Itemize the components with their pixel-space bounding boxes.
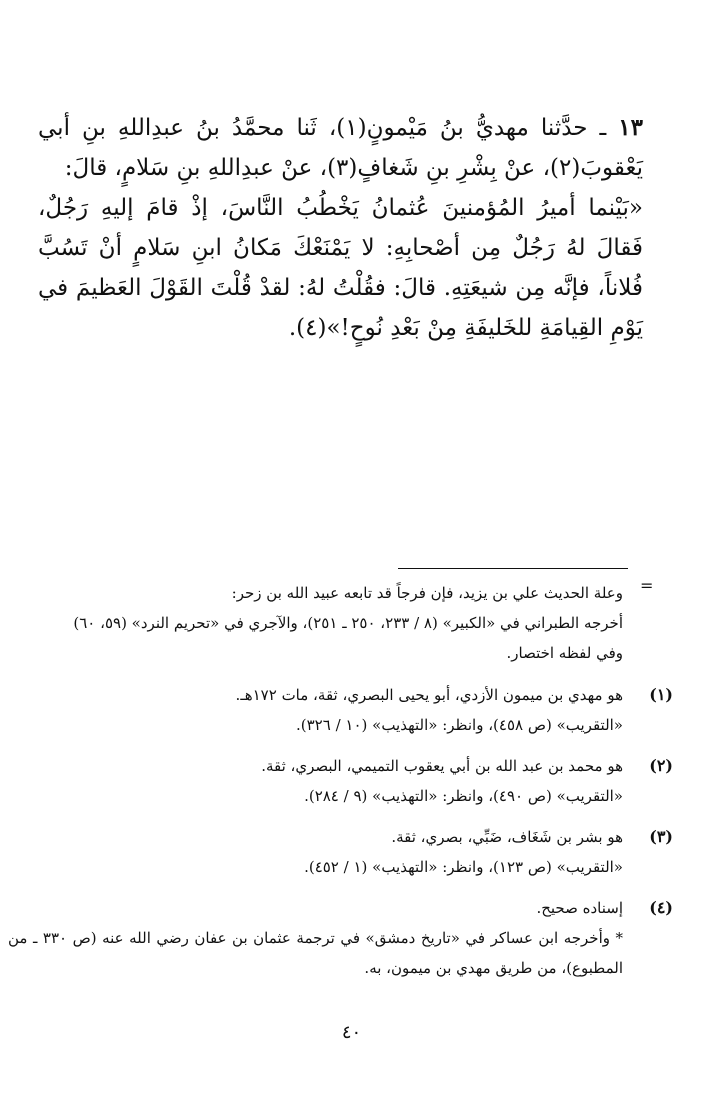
footnote-continuation-line: وعلة الحديث علي بن يزيد، فإن فرجاً قد تابعه عبيد الله بن زحر: xyxy=(231,584,623,602)
footnote-number: (٣) xyxy=(649,827,673,846)
footnote-line: هو مهدي بن ميمون الأزدي، أبو يحيى البصري، ثقة، مات ١٧٢هـ. xyxy=(235,686,623,704)
footnotes xyxy=(8,578,673,994)
hadith-number: ١٣ xyxy=(618,114,643,141)
footnote-continuation xyxy=(63,578,623,668)
page-number: ٤٠ xyxy=(341,1022,362,1043)
footnote-separator xyxy=(398,568,628,569)
footnote-line: هو محمد بن عبد الله بن أبي يعقوب التميمي، البصري، ثقة. xyxy=(261,757,623,775)
footnote-line: «التقريب» (ص ١٢٣)، وانظر: «التهذيب» (١ / ٤٥٢). xyxy=(304,858,623,876)
footnote-3 xyxy=(63,822,673,882)
hadith-header xyxy=(38,108,643,188)
footnote-line: هو بشر بن شَغَاف، ضَبِّي، بصري، ثقة. xyxy=(391,828,623,846)
footnote-line: إسناده صحيح. xyxy=(536,899,623,917)
footnote-1 xyxy=(63,680,673,740)
footnote-number: (١) xyxy=(649,685,673,704)
continuation-mark: = xyxy=(640,576,654,595)
hadith-isnad: ـ حدَّثنا مهديُّ بنُ مَيْمونٍ(١)، ثَنا محمَّدُ بنُ عبدِاللهِ بنِ أبي يَعْقوبَ(٢)، عنْ بِشْرِ بنِ شَغافٍ(٣)، عنْ عبدِاللهِ بنِ سَلامٍ، قالَ: xyxy=(38,115,643,181)
footnote-number: (٢) xyxy=(649,756,673,775)
footnote-4 xyxy=(8,893,673,983)
footnote-number: (٤) xyxy=(649,898,673,917)
hadith-matn: «بَيْنما أميرُ المُؤمنينَ عُثمانُ يَخْطُبُ النَّاسَ، إذْ قامَ إليهِ رَجُلٌ، فَقالَ لهُ رَجُلٌ مِن أصْحابِهِ: لا يَمْنَعْكَ مَكانُ ابنِ سَلامٍ أنْ تَسُبَّ فُلاناً، فإنَّه مِن شيعَتِهِ. قالَ: فقُلْتُ لهُ: لقدْ قُلْتَ القَوْلَ العَظيمَ في يَوْمِ القِيامَةِ للخَليفَةِ مِنْ بَعْدِ نُوحٍ!»(٤). xyxy=(38,195,643,341)
footnote-line: «التقريب» (ص ٤٩٠)، وانظر: «التهذيب» (٩ / ٢٨٤). xyxy=(304,787,623,805)
footnote-continuation-line: أخرجه الطبراني في «الكبير» (٨ / ٢٣٣، ٢٥٠ ـ ٢٥١)، والآجري في «تحريم النرد» (٥٩، ٦٠) وفي لفظه اختصار. xyxy=(73,614,623,662)
footnote-line: «التقريب» (ص ٤٥٨)، وانظر: «التهذيب» (١٠ / ٣٢٦). xyxy=(296,716,623,734)
hadith-text xyxy=(38,108,643,348)
footnote-extra: * وأخرجه ابن عساكر في «تاريخ دمشق» في ترجمة عثمان بن عفان رضي الله عنه (ص ٣٣٠ ـ من المطبوع)، من طريق مهدي بن ميمون، به. xyxy=(8,929,623,977)
footnote-2 xyxy=(63,751,673,811)
